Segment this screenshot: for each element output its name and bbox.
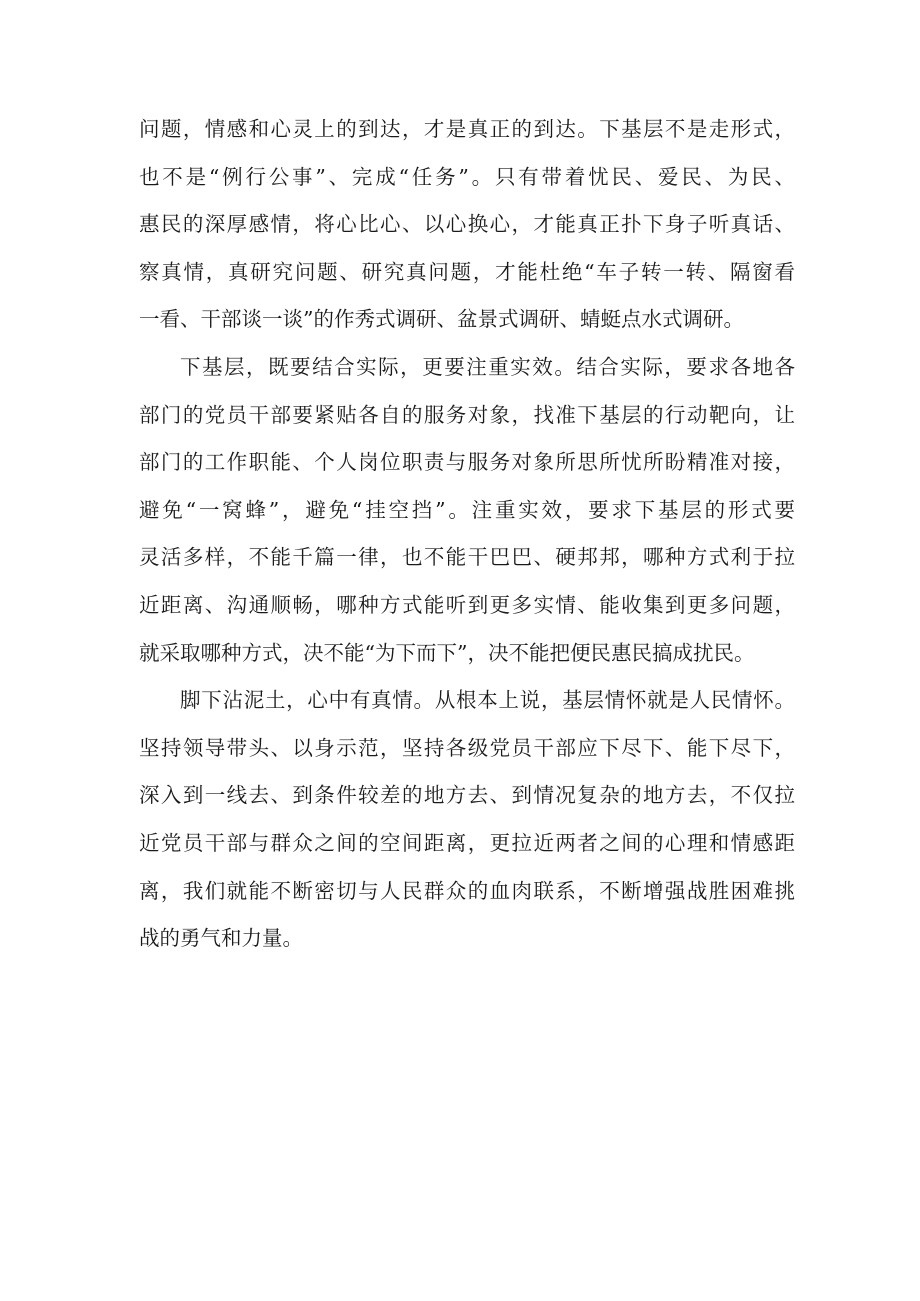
paragraph-line: 避免“一窝蜂”，避免“挂空挡”。注重实效，要求下基层的形式要 (139, 497, 795, 522)
paragraph-line: 问题，情感和心灵上的到达，才是真正的到达。下基层不是走形式， (139, 117, 795, 141)
paragraph-line: 坚持领导带头、以身示范，坚持各级党员干部应下尽下、能下尽下， (139, 735, 795, 760)
paragraph-line: 脚下沾泥土，心中有真情。从根本上说，基层情怀就是人民情怀。 (180, 688, 795, 713)
paragraph-line: 深入到一线去、到条件较差的地方去、到情况复杂的地方去，不仅拉 (139, 783, 795, 808)
paragraph-line: 灵活多样，不能千篇一律，也不能干巴巴、硬邦邦，哪种方式利于拉 (139, 545, 795, 570)
paragraph-line: 离，我们就能不断密切与人民群众的血肉联系，不断增强战胜困难挑 (139, 878, 795, 903)
paragraph-1 (139, 106, 795, 344)
document-body (139, 106, 795, 963)
paragraph-line: 察真情，真研究问题、研究真问题，才能杜绝“车子转一转、隔窗看 (139, 259, 795, 284)
paragraph-3 (139, 677, 795, 963)
paragraph-line: 惠民的深厚感情，将心比心、以心换心，才能真正扑下身子听真话、 (139, 212, 795, 237)
paragraph-line: 下基层，既要结合实际，更要注重实效。结合实际，要求各地各 (180, 354, 795, 379)
paragraph-line: 近党员干部与群众之间的空间距离，更拉近两者之间的心理和情感距 (139, 830, 795, 855)
paragraph-line: 战的勇气和力量。 (139, 926, 303, 951)
paragraph-line: 也不是“例行公事”、完成“任务”。只有带着忧民、爱民、为民、 (139, 164, 795, 189)
paragraph-2 (139, 344, 795, 677)
paragraph-line: 就采取哪种方式，决不能“为下而下”，决不能把便民惠民搞成扰民。 (139, 640, 755, 665)
paragraph-line: 近距离、沟通顺畅，哪种方式能听到更多实情、能收集到更多问题， (139, 592, 795, 617)
paragraph-line: 部门的党员干部要紧贴各自的服务对象，找准下基层的行动靶向，让 (139, 402, 795, 427)
paragraph-line: 一看、干部谈一谈”的作秀式调研、盆景式调研、蜻蜓点水式调研。 (139, 307, 744, 332)
paragraph-line: 部门的工作职能、个人岗位职责与服务对象所思所忧所盼精准对接， (139, 450, 795, 475)
